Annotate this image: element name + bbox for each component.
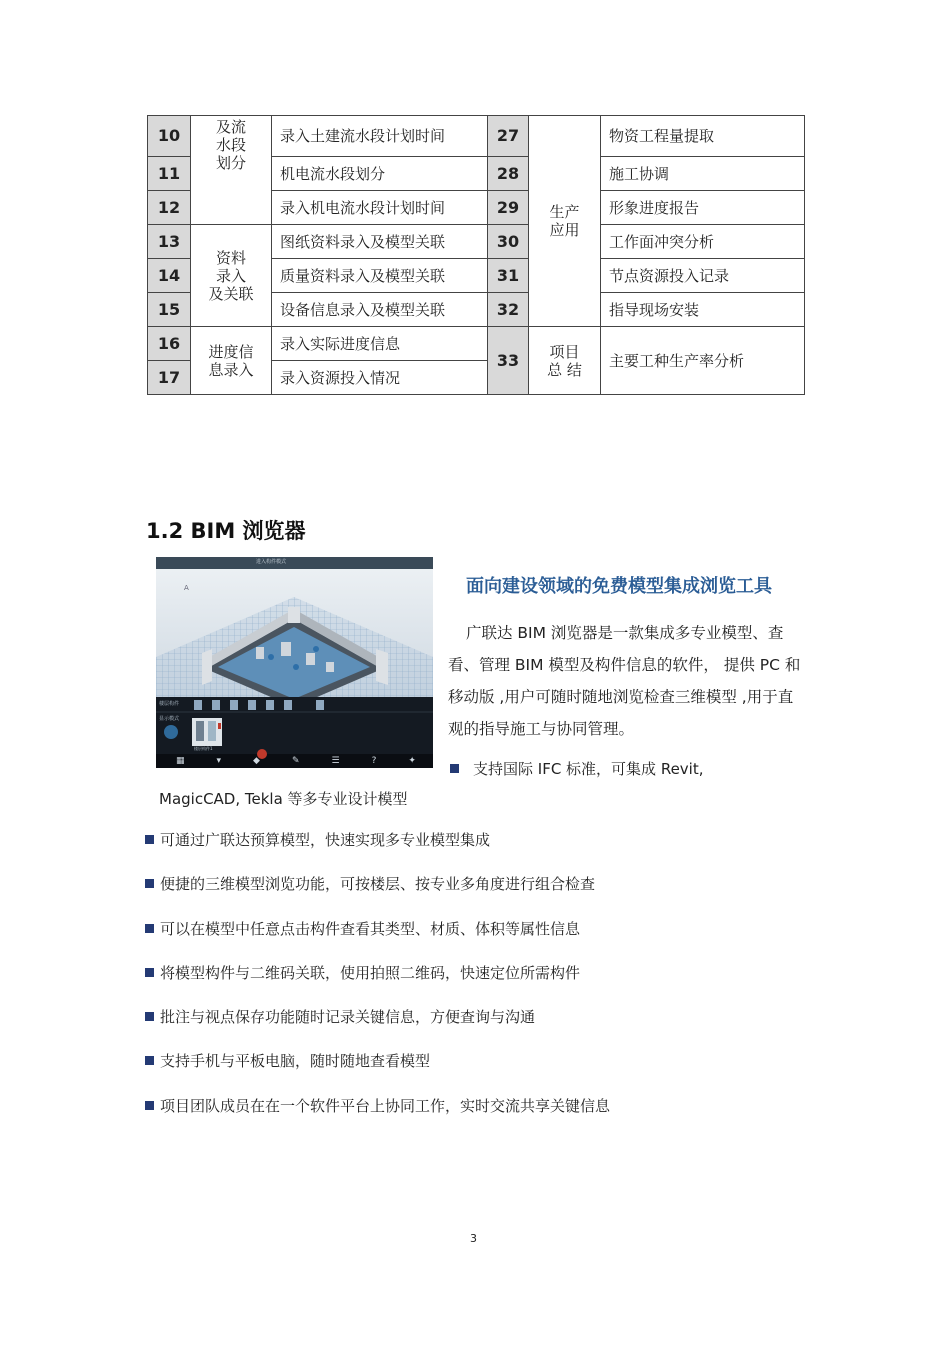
group-label: 进度信 息录入 xyxy=(191,327,272,395)
row-number: 27 xyxy=(488,116,529,157)
feature-item: 支持手机与平板电脑，随时随地查看模型 xyxy=(145,1050,430,1071)
row-number: 32 xyxy=(488,293,529,327)
group-label: 项目 总 结 xyxy=(529,327,601,395)
feature-item: 便捷的三维模型浏览功能，可按楼层、按专业多角度进行组合检查 xyxy=(145,873,595,894)
group-label: 及流 水段 划分 xyxy=(191,116,272,225)
subtitle: 面向建设领域的免费模型集成浏览工具 xyxy=(466,576,772,597)
row-number: 12 xyxy=(148,191,191,225)
row-number: 28 xyxy=(488,157,529,191)
filter-icon[interactable]: ▾ xyxy=(216,756,222,766)
item-text: 指导现场安装 xyxy=(601,293,805,327)
screenshot-corner-label: A xyxy=(184,584,189,592)
item-text: 录入机电流水段计划时间 xyxy=(272,191,488,225)
group-label: 资料 录入 及关联 xyxy=(191,225,272,327)
row-number: 30 xyxy=(488,225,529,259)
edit-icon[interactable]: ✎ xyxy=(291,756,300,766)
feature-item: 批注与视点保存功能随时记录关键信息，方便查询与沟通 xyxy=(145,1006,535,1027)
item-text: 工作面冲突分析 xyxy=(601,225,805,259)
row-number: 15 xyxy=(148,293,191,327)
grid-icon[interactable]: ▦ xyxy=(176,756,185,766)
row-number: 13 xyxy=(148,225,191,259)
item-text: 设备信息录入及模型关联 xyxy=(272,293,488,327)
group-label: 生产 应用 xyxy=(529,116,601,327)
item-text: 录入土建流水段计划时间 xyxy=(272,116,488,157)
item-text: 施工协调 xyxy=(601,157,805,191)
app-screenshot xyxy=(156,557,433,768)
row-number: 33 xyxy=(488,327,529,395)
screenshot-top-label: 进入构件模式 xyxy=(256,559,287,565)
bullet-icon xyxy=(145,924,154,933)
model-view xyxy=(156,557,433,768)
row-number: 29 xyxy=(488,191,529,225)
row-number: 31 xyxy=(488,259,529,293)
row-number: 11 xyxy=(148,157,191,191)
feature-item: 可通过广联达预算模型，快速实现多专业模型集成 xyxy=(145,829,490,850)
row-number: 10 xyxy=(148,116,191,157)
feature-item: 支持国际 IFC 标准，可集成 Revit, xyxy=(450,758,704,779)
bullet-icon xyxy=(145,879,154,888)
bullet-icon xyxy=(145,1101,154,1110)
item-text: 录入资源投入情况 xyxy=(272,361,488,395)
feature-table xyxy=(147,115,805,395)
item-text: 物资工程量提取 xyxy=(601,116,805,157)
bullet-icon xyxy=(145,1056,154,1065)
feature-item-continued: MagicCAD, Tekla 等多专业设计模型 xyxy=(159,790,408,808)
page-number: 3 xyxy=(470,1232,477,1245)
bullet-icon xyxy=(145,1012,154,1021)
bullet-icon xyxy=(145,968,154,977)
panel-label: 楼层构件 xyxy=(159,701,180,707)
row-number: 16 xyxy=(148,327,191,361)
item-text: 节点资源投入记录 xyxy=(601,259,805,293)
help-icon[interactable]: ? xyxy=(371,756,377,766)
app-toolbar xyxy=(176,754,416,768)
item-text: 质量资料录入及模型关联 xyxy=(272,259,488,293)
item-text: 图纸资料录入及模型关联 xyxy=(272,225,488,259)
panel-label: 显示模式 xyxy=(159,716,180,722)
section-title: 1.2 BIM 浏览器 xyxy=(146,519,306,543)
settings-icon[interactable]: ✦ xyxy=(408,756,416,766)
intro-paragraph: 广联达 BIM 浏览器是一款集成多专业模型、查看、管理 BIM 模型及构件信息的软件， 提供 PC 和移动版 ,用户可随时随地浏览检查三维模型 ,用于直观的指导施工与协同管理。 xyxy=(448,624,801,738)
item-text: 主要工种生产率分析 xyxy=(601,327,805,395)
feature-item: 将模型构件与二维码关联，使用拍照二维码，快速定位所需构件 xyxy=(145,962,580,983)
item-text: 机电流水段划分 xyxy=(272,157,488,191)
bullet-icon xyxy=(450,764,459,773)
row-number: 17 xyxy=(148,361,191,395)
list-icon[interactable]: ☰ xyxy=(331,756,340,766)
item-text: 录入实际进度信息 xyxy=(272,327,488,361)
feature-item: 项目团队成员在在一个软件平台上协同工作，实时交流共享关键信息 xyxy=(145,1095,610,1116)
view-icon[interactable]: ◆ xyxy=(253,756,260,766)
bullet-icon xyxy=(145,835,154,844)
feature-item: 可以在模型中任意点击构件查看其类型、材质、体积等属性信息 xyxy=(145,918,580,939)
thumb-label: 楼层构件1 xyxy=(194,746,213,751)
item-text: 形象进度报告 xyxy=(601,191,805,225)
row-number: 14 xyxy=(148,259,191,293)
